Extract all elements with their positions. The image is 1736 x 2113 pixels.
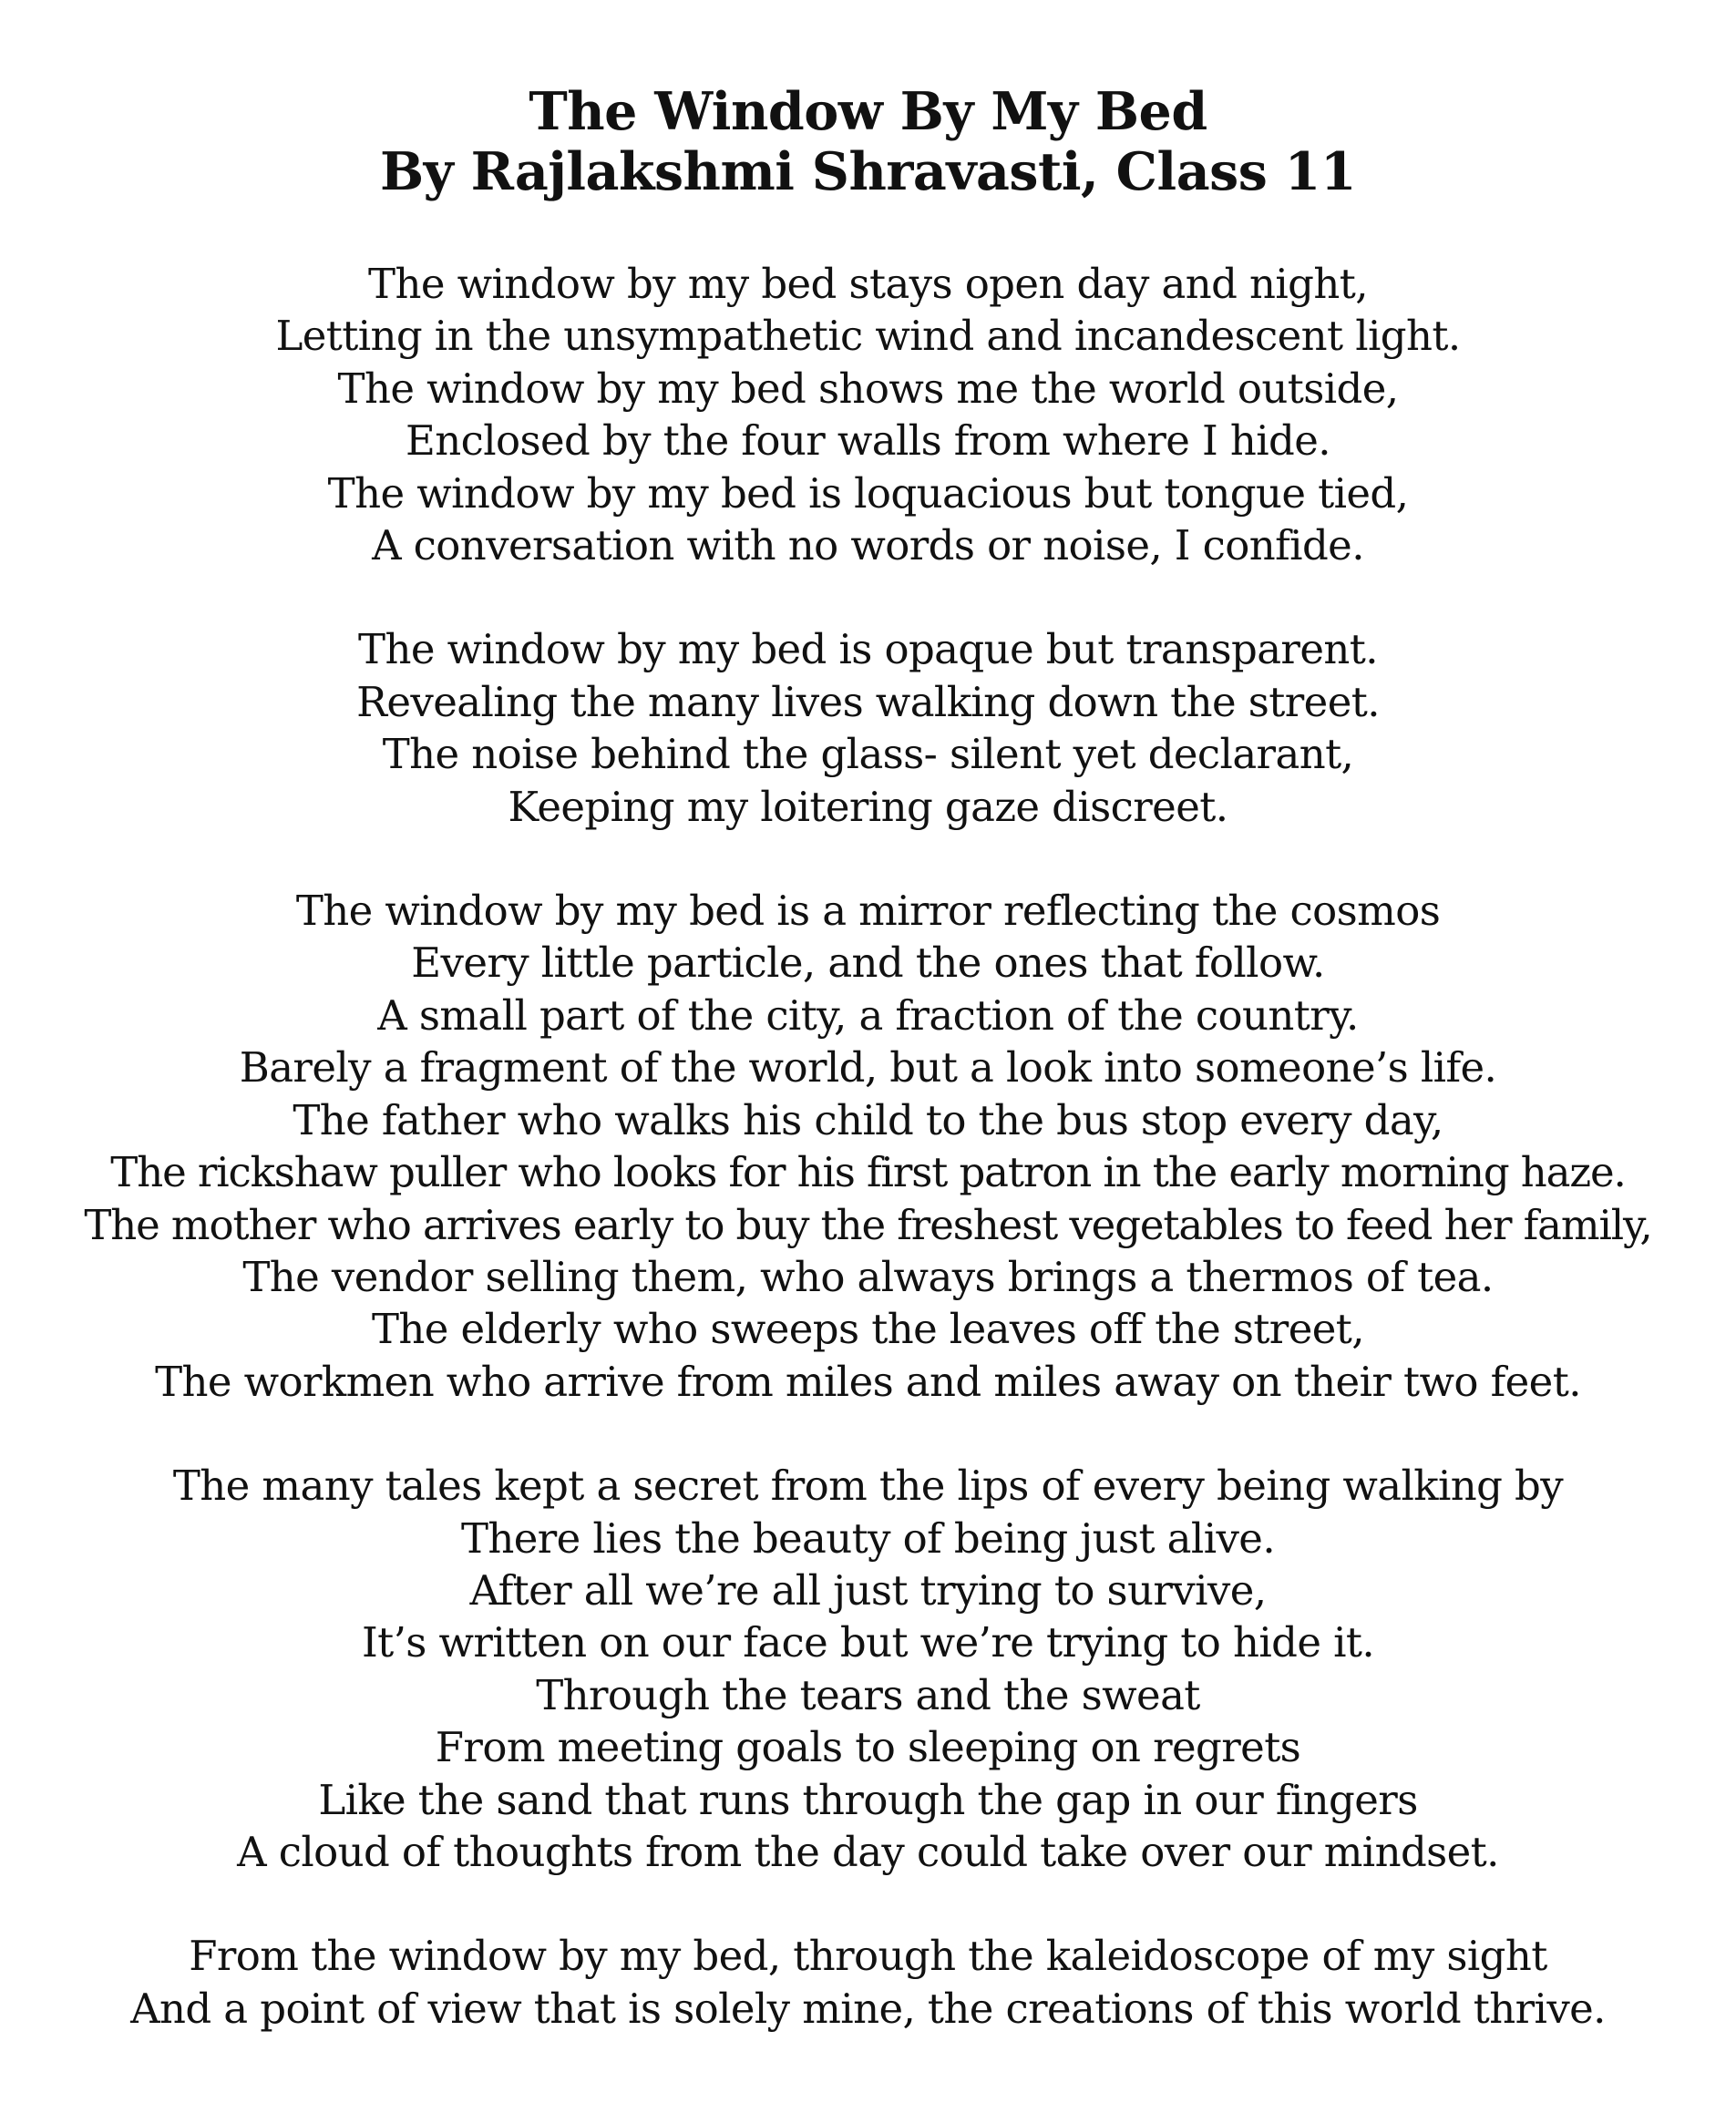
poem-line: The window by my bed stays open day and night, bbox=[368, 260, 1368, 308]
poem-line: The noise behind the glass- silent yet declarant, bbox=[382, 730, 1354, 779]
poem-line: The workmen who arrive from miles and miles away on their two feet. bbox=[155, 1357, 1581, 1406]
poem-line: The many tales kept a secret from the lips of every being walking by bbox=[172, 1462, 1564, 1511]
poem-line: And a point of view that is solely mine, the creations of this world thrive. bbox=[130, 1984, 1606, 2033]
poem-line: The window by my bed shows me the world outside, bbox=[337, 364, 1399, 413]
poem-line: A conversation with no words or noise, I confide. bbox=[372, 521, 1364, 570]
poem-line: The vendor selling them, who always brings a thermos of tea. bbox=[242, 1252, 1494, 1301]
poem-line: The father who walks his child to the bus stop every day, bbox=[293, 1095, 1443, 1144]
poem-line: There lies the beauty of being just alive. bbox=[460, 1513, 1276, 1563]
poem-line: The window by my bed is opaque but transparent. bbox=[358, 625, 1378, 674]
poem-line: A cloud of thoughts from the day could take over our mindset. bbox=[237, 1827, 1499, 1876]
poem-line: From meeting goals to sleeping on regrets bbox=[435, 1723, 1301, 1772]
poem-line: The rickshaw puller who looks for his first patron in the early morning haze. bbox=[110, 1148, 1626, 1197]
poem-line: Keeping my loitering gaze discreet. bbox=[508, 782, 1228, 831]
poem-line: Revealing the many lives walking down the street. bbox=[356, 677, 1380, 726]
poem-title: The Window By My Bed bbox=[529, 81, 1207, 142]
poem-line: A small part of the city, a fraction of the country. bbox=[377, 990, 1359, 1040]
poem-line: The mother who arrives early to buy the freshest vegetables to feed her family, bbox=[84, 1200, 1652, 1249]
poem-line: Letting in the unsympathetic wind and incandescent light. bbox=[275, 312, 1461, 361]
poem-line: Enclosed by the four walls from where I hide. bbox=[406, 416, 1330, 466]
poem-line: From the window by my bed, through the kaleidoscope of my sight bbox=[189, 1932, 1547, 1981]
poem-body bbox=[0, 258, 1736, 2087]
poem-line: Like the sand that runs through the gap in our fingers bbox=[318, 1775, 1418, 1824]
stanza-1 bbox=[0, 258, 1736, 571]
poem-line: The window by my bed is loquacious but tongue tied, bbox=[327, 468, 1409, 518]
stanza-3 bbox=[0, 885, 1736, 1408]
stanza-4 bbox=[0, 1460, 1736, 1878]
poem-line: The window by my bed is a mirror reflecting the cosmos bbox=[295, 887, 1441, 936]
poem-line: After all we’re all just trying to survive, bbox=[469, 1565, 1267, 1615]
poem-line: The elderly who sweeps the leaves off the street, bbox=[372, 1305, 1364, 1354]
poem-byline: By Rajlakshmi Shravasti, Class 11 bbox=[380, 141, 1356, 202]
poem-line: Every little particle, and the ones that follow. bbox=[411, 939, 1325, 988]
poem-line: It’s written on our face but we’re trying to hide it. bbox=[361, 1618, 1375, 1667]
poem-line: Through the tears and the sweat bbox=[536, 1670, 1200, 1719]
stanza-5 bbox=[0, 1930, 1736, 2035]
title-block bbox=[0, 82, 1736, 202]
stanza-2 bbox=[0, 623, 1736, 833]
poem-line: Barely a fragment of the world, but a look into someone’s life. bbox=[239, 1043, 1497, 1092]
